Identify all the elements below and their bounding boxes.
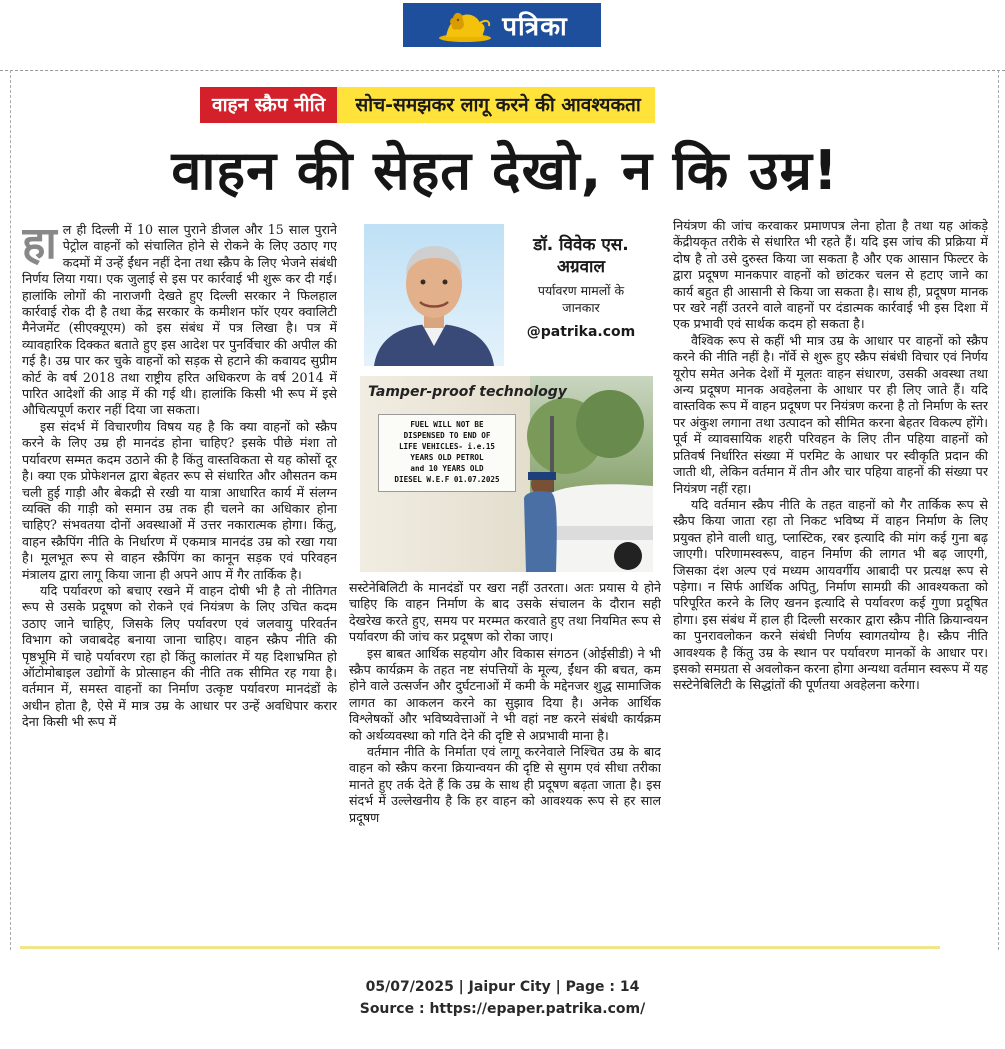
article-paragraph: इस बाबत आर्थिक सहयोग और विकास संगठन (ओईसीडी) ने भी स्क्रैप कार्यक्रम के तहत नष्ट संपत्तियों के मूल्य, ईंधन की बचत, कम होने वाले उत्सर्जन और दुर्घटनाओं में कमी के मद्देनजर शुद्ध सामाजिक लागत का आकलन करने का सुझाव दिया है। अनेक आर्थिक विश्लेषकों और भविष्यवेत्ताओं ने भी वहां नष्ट करने संबंधी कार्यक्रम को अर्थव्यवस्था को गति देने की दृष्टि से अप्रभावी माना है।: [349, 645, 661, 743]
author-role-line: पर्यावरण मामलों के: [537, 283, 625, 298]
article-column-2: [349, 580, 661, 940]
masthead-brand: पत्रिका: [502, 12, 568, 42]
notice-line: LIFE VEHICLES- i.e.15: [398, 442, 495, 451]
notice-line: and 10 YEARS OLD: [410, 464, 484, 473]
footer-source-line: Source : https://epaper.patrika.com/: [359, 1001, 646, 1017]
footer-date-line: 05/07/2025 | Jaipur City | Page : 14: [365, 979, 640, 995]
kicker-subtitle: सोच-समझकर लागू करने की आवश्यकता: [341, 87, 654, 123]
masthead: [403, 3, 601, 47]
drop-cap: हा: [22, 222, 57, 269]
article-paragraph: इस संदर्भ में विचारणीय विषय यह है कि क्या वाहनों को स्क्रैप करने के लिए उम्र ही मानदंड होना चाहिए? इसके पीछे मंशा तो पर्यावरण सम्मत कदम उठाने की है किंतु वास्तविकता से यह कोसों दूर है। क्या एक प्रोफेशनल द्वारा बेहतर रूप से संधारित और औसतन कम चली हुई गाड़ी और बेकद्री से रखी या यात्रा आधारित कार्य में संलग्न व्यक्ति की गाड़ी को समान उम्र तक ही चलने का अधिकार होना चाहिए? संभवतया दोनों अवस्थाओं में उत्तर नकारात्मक होगा। किंतु, वाहन स्क्रैपिंग नीति के निर्धारण में एकमात्र मानदंड उम्र को रखा गया है। मूलभूत रूप से वाहन स्क्रैपिंग का कानून सड़क एवं परिवहन मंत्रालय द्वारा लागू किया जाना ही अपने आप में गैर तार्किक है।: [22, 418, 337, 582]
notice-line: YEARS OLD PETROL: [410, 453, 484, 462]
news-photo: [360, 376, 653, 572]
author-portrait: [364, 224, 504, 366]
page-border-top: [0, 70, 1005, 71]
author-name: [512, 234, 650, 278]
photo-banner-text: Tamper-proof technology: [368, 384, 567, 400]
footer-rule: [20, 946, 940, 949]
page-border-right: [998, 70, 999, 950]
notice-line: DISPENSED TO END OF: [403, 431, 491, 440]
article-column-3: [673, 218, 988, 942]
notice-line: DIESEL W.E.F 01.07.2025: [394, 475, 500, 484]
article-paragraph: नियंत्रण की जांच करवाकर प्रमाणपत्र लेना होता है तथा यह आंकड़े केंद्रीयकृत तरीके से संधारित भी रहते हैं। यदि इस जांच की प्रक्रिया में दोष है तो उसे दुरुस्त किया जा सकता है और एक आसान फिल्टर के द्वारा प्रदूषण मानकपार वाहनों को छांटकर चलन से हटाए जाने का कार्य बहुत ही आसानी से किया जा सकता है। साथ ही, प्रदूषण मानक पर खरे नहीं उतरने वाले वाहनों पर दंडात्मक कार्रवाई भी इस दिशा में एक प्रभावी एवं सार्थक कदम हो सकता है।: [673, 218, 988, 332]
lion-emblem-icon: [436, 7, 494, 43]
author-name-line: अग्रवाल: [557, 257, 605, 277]
author-role: [512, 282, 650, 316]
headline: वाहन की सेहत देखो, न कि उम्र!: [171, 139, 839, 202]
author-handle: @patrika.com: [526, 324, 636, 340]
notice-line: FUEL WILL NOT BE: [410, 420, 484, 429]
page-border-left: [10, 70, 11, 950]
fuel-notice-sign: [378, 414, 516, 492]
article-paragraph: सस्टेनेबिलिटी के मानदंडों पर खरा नहीं उतरता। अतः प्रयास ये होने चाहिए कि वाहन निर्माण के बाद उसके संचालन के दौरान सही देखरेख करते हुए, समय पर मरम्मत करवाते हुए तथा नियमित रूप से पर्यावरण की जांच कर प्रदूषण को रोका जाए।: [349, 580, 661, 645]
page-footer: [0, 976, 1005, 1020]
paragraph-text: ल ही दिल्ली में 10 साल पुराने डीजल और 15 साल पुराने पेट्रोल वाहनों को संचालित होने से रोकने के लिए उठाए गए कदमों में उन्हें ईंधन नहीं देना तथा स्क्रैप के लिए भेजने संबंधी निर्णय लिया गया। एक जुलाई से इस पर कार्रवाई भी शुरू कर दी गई। हालांकि लोगों की नाराजगी देखते हुए दिल्ली सरकार ने फिलहाल कार्रवाई रोक दी है तथा केंद्र सरकार के कमीशन फॉर एयर क्वालिटी मैनेजमेंट (सीएक्यूएम) को इस संबंध में पत्र लिखा है। पत्र में व्यावहारिक दिक्कत बताते हुए इस आदेश पर पुनर्विचार की अपील की गई है। उम्र पार कर चुके वाहनों को सड़क से हटाने की कवायद सुप्रीम कोर्ट के वर्ष 2018 तथा राष्ट्रीय हरित अधिकरण के वर्ष 2014 में पारित आदेशों की आड़ में की गई थी। हालांकि किसी भी रूप में इसे औचित्यपूर्ण करार नहीं दिया जा सकता।: [22, 222, 337, 418]
author-role-line: जानकार: [562, 300, 600, 315]
section-kicker: [200, 87, 655, 123]
article-column-1: [22, 222, 337, 942]
article-paragraph: वैश्विक रूप से कहीं भी मात्र उम्र के आधार पर वाहनों को स्क्रैप करने की नीति नहीं है। नॉर्वे से शुरू हुए स्क्रैप संबंधी विचार एवं निर्णय यूरोप समेत अनेक देशों में मूलतः वाहन संधारण, उसकी अवस्था तथा अन्य प्रदूषण मानक अवहेलना के आधार पर ही लिए जाते हैं। यदि वास्तविक रूप में वाहन प्रदूषण पर नियंत्रण करना है तो निर्माण के स्तर पर अंकुश लगाना तथा उत्पादन को सीमित करना बेहतर विकल्प होंगे। पूर्व में व्यावसायिक शहरी परिवहन के लिए तीन पहिया वाहनों को प्रतिवर्ष निर्धारित संख्या में परमिट के आधार पर स्वीकृति प्रदान की जाती थी, लेकिन वर्तमान में तीन और चार पहिया वाहनों की संख्या पर नियंत्रण नहीं रहा।: [673, 332, 988, 496]
kicker-tag: वाहन स्क्रैप नीति: [200, 87, 341, 123]
article-paragraph: यदि वर्तमान स्क्रैप नीति के तहत वाहनों को गैर तार्किक रूप से स्क्रैप किया जाता रहा तो निकट भविष्य में वाहन निर्माण के लिए प्रयुक्त होने वाली धातु, प्लास्टिक, रबर इत्यादि की मांग कई गुना बढ़ जाएगी। परिणामस्वरूप, वाहन निर्माण की लागत भी बढ़ जाएगी, जिसका दंश अल्प एवं मध्यम आयवर्गीय आबादी पर प्रत्यक्ष रूप से पड़ेगा। न सिर्फ आर्थिक अपितु, निर्माण सामग्री की आवश्यकता को परिपूरित करने के लिए खनन इत्यादि से पर्यावरण कई गुणा प्रदूषित होगा। इस संबंध में हाल ही दिल्ली सरकार द्वारा स्क्रैप नीति क्रियान्वयन का पुनरावलोकन करने संबंधी निर्णय स्वागतयोग्य है। स्क्रैप नीति आवश्यक है किंतु उम्र के स्थान पर पर्यावरण मानकों के आधार पर। इसको समग्रता से अवलोकन करना होगा अन्यथा वर्तमान स्वरूप में यह सस्टेनेबिलिटी के सिद्धांतों की पूर्णतया अवहेलना करेगा।: [673, 496, 988, 693]
author-name-line: डॉ. विवेक एस.: [533, 235, 629, 255]
article-paragraph: [22, 222, 337, 419]
author-box: [364, 224, 651, 366]
article-paragraph: वर्तमान नीति के निर्माता एवं लागू करनेवाले निश्चित उम्र के बाद वाहन को स्क्रैप करना क्रियान्वयन की दृष्टि से सुगम एवं सीधा तरीका मानते हुए तर्क देते हैं कि उम्र के साथ ही प्रदूषण बढ़ता जाता है। इस संदर्भ में उल्लेखनीय है कि हर वाहन को आवश्यक रूप से हर साल प्रदूषण: [349, 744, 661, 825]
article-paragraph: यदि पर्यावरण को बचाए रखने में वाहन दोषी भी है तो नीतिगत रूप से उसके प्रदूषण को रोकने एवं नियंत्रण के लिए उचित कदम उठाए जाने चाहिए, जिसके लिए पर्यावरण एवं जलवायु परिवर्तन विभाग को जवाबदेह बनाया जाना चाहिए। वाहन स्क्रैप नीति की पृष्ठभूमि में चाहे पर्यावरण रहा हो किंतु कालांतर में यह दिशाभ्रमित हो ऑटोमोबाइल उद्योगों के प्रोत्साहन की नीति तक सीमित रह गया है। वर्तमान में, समस्त वाहनों का निर्माण उत्कृष्ट पर्यावरण मानदंडों के अधीन होता है, ऐसे में मात्र उम्र के आधार पर उन्हें अवधिपार करार देना किसी भी रूप में: [22, 582, 337, 730]
